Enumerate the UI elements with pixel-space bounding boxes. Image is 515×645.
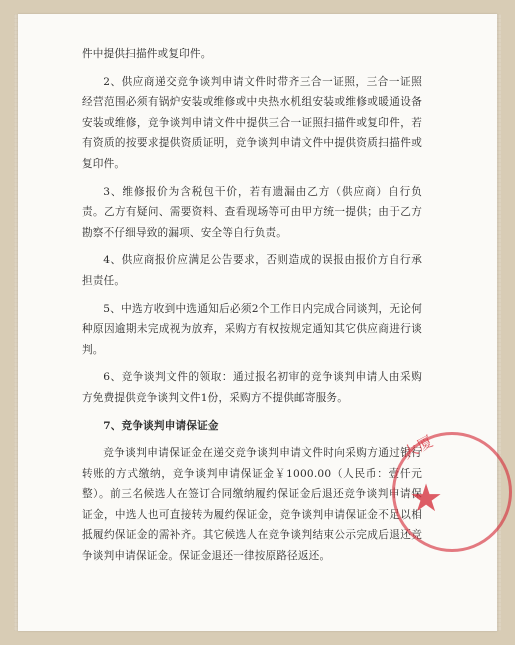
star-icon: ★ [409,478,444,520]
official-seal [392,432,512,552]
section-heading-7: 7、竞争谈判申请保证金 [103,419,219,432]
clause-6: 6、竞争谈判文件的领取：通过报名初审的竞争谈判申请人由采购方免费提供竞争谈判文件1份，采购方不提供邮寄服务。 [82,371,422,404]
clause-5: 5、中选方收到中选通知后必须2个工作日内完成合同谈判，无论何种原因逾期未完成视为放弃，采购方有权按规定通知其它供应商进行谈判。 [82,302,422,356]
clause-3: 3、维修报价为含税包干价，若有遗漏由乙方（供应商）自行负责。乙方有疑问、需要资料、查看现场等可由甲方统一提供；由于乙方勘察不仔细导致的漏项、安全等自行负责。 [82,185,422,239]
line-continuation: 件中提供扫描件或复印件。 [82,48,212,60]
document-body [82,44,422,574]
clause-2: 2、供应商递交竞争谈判申请文件时带齐三合一证照，三合一证照经营范围必须有锅炉安装或维修或中央热水机组安装或维修或暖通设备安装或维修，竞争谈判申请文件中提供三合一证照扫描件或复印件，若有资质的按要求提供资质证明，竞争谈判申请文件中提供资质扫描件或复印件。 [82,75,422,170]
clause-4: 4、供应商报价应满足公告要求，否则造成的误报由报价方自行承担责任。 [82,254,422,287]
seal-text: 大厦 [399,431,437,463]
clause-7-body: 竞争谈判申请保证金在递交竞争谈判申请文件时向采购方通过银行转账的方式缴纳，竞争谈判申请保证金￥1000.00（人民币：壹仟元整）。前三名候选人在签订合同缴纳履约保证金后退还竞争谈判申请保证金，中选人也可直接转为履约保证金，竞争谈判申请保证金不足以相抵履约保证金的需补齐。其它候选人在竞争谈判结束公示完成后退还竞争谈判申请保证金。保证金退还一律按原路径返还。 [82,447,422,563]
